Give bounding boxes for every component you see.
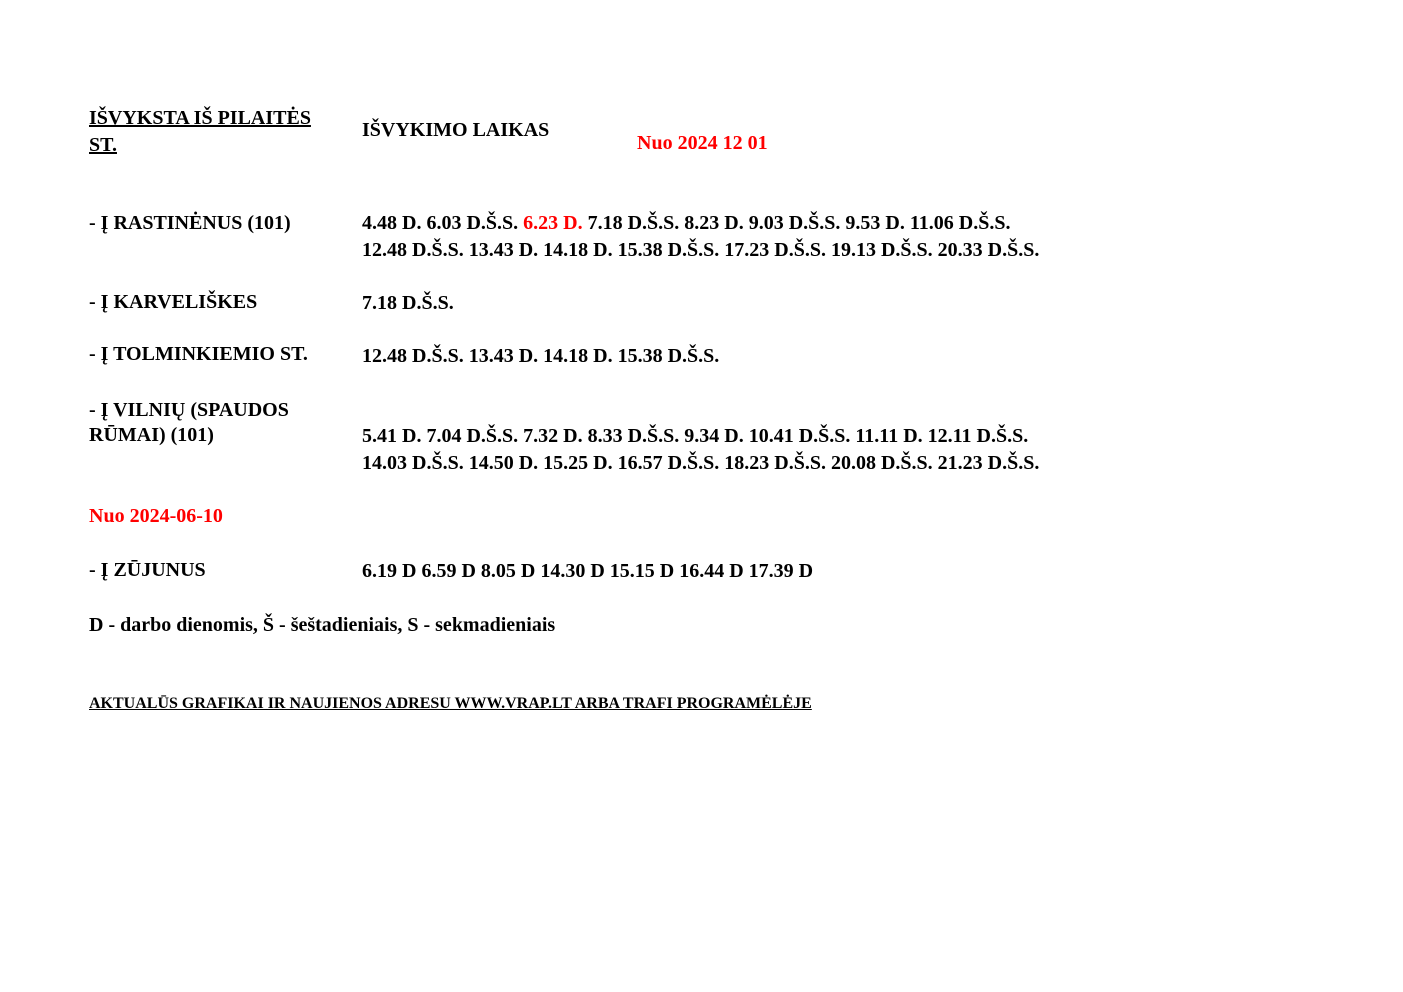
departure-time-header: IŠVYKIMO LAIKAS (362, 119, 550, 141)
route-destination: - Į VILNIŲ (SPAUDOS (89, 399, 289, 421)
legend-text: D - darbo dienomis, Š - šeštadieniais, S - sekmadieniais (89, 614, 556, 636)
valid-from-date: Nuo 2024 12 01 (637, 132, 768, 154)
route-destination: - Į RASTINĖNUS (101) (89, 212, 291, 234)
route-destination: - Į ZŪJUNUS (89, 559, 206, 581)
route-times-line: 5.41 D. 7.04 D.Š.S. 7.32 D. 8.33 D.Š.S. 9.34 D. 10.41 D.Š.S. 11.11 D. 12.11 D.Š.S. (362, 425, 1029, 447)
route-destination: RŪMAI) (101) (89, 424, 214, 446)
footer-link-text: AKTUALŪS GRAFIKAI IR NAUJIENOS ADRESU WWW.VRAP.LT ARBA TRAFI PROGRAMĖLĖJE (89, 695, 812, 712)
route-times-line: 12.48 D.Š.S. 13.43 D. 14.18 D. 15.38 D.Š.S. (362, 345, 720, 367)
valid-from-date: Nuo 2024-06-10 (89, 505, 223, 527)
route-times-text: 4.48 D. 6.03 D.Š.S. (362, 212, 524, 234)
route-times-line (362, 210, 1010, 237)
route-times-line: 6.19 D 6.59 D 8.05 D 14.30 D 15.15 D 16.44 D 17.39 D (362, 560, 814, 582)
route-destination: - Į TOLMINKIEMIO ST. (89, 343, 308, 365)
route-times-line: 14.03 D.Š.S. 14.50 D. 15.25 D. 16.57 D.Š.S. 18.23 D.Š.S. 20.08 D.Š.S. 21.23 D.Š.S. (362, 452, 1040, 474)
departure-header: IŠVYKSTA IŠ PILAITĖS ST. (89, 107, 311, 156)
route-destination: - Į KARVELIŠKES (89, 291, 258, 313)
route-times-line: 12.48 D.Š.S. 13.43 D. 14.18 D. 15.38 D.Š.S. 17.23 D.Š.S. 19.13 D.Š.S. 20.33 D.Š.S. (362, 239, 1040, 261)
route-times-line: 7.18 D.Š.S. (362, 292, 454, 314)
route-times-text: 7.18 D.Š.S. 8.23 D. 9.03 D.Š.S. 9.53 D. 11.06 D.Š.S. (582, 212, 1011, 234)
highlighted-departure-time: 6.23 D. (523, 212, 583, 234)
